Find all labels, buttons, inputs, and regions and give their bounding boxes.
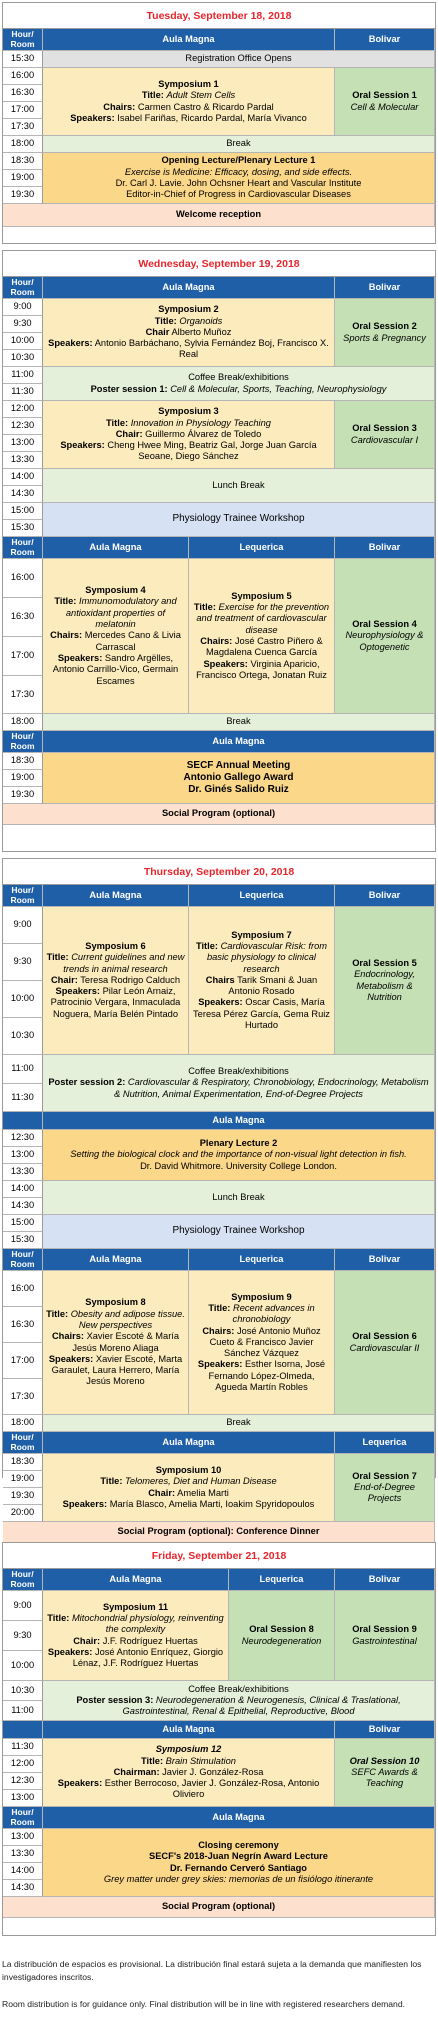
hour-room-header: Hour/ Room xyxy=(3,29,43,51)
session-title: Oral Session 8 xyxy=(249,1624,314,1635)
session-title: Oral Session 3 xyxy=(352,423,417,434)
speaker: Dr. Carl J. Lavie. John Ochsner Heart and Vascular Institute xyxy=(115,178,362,188)
poster-session-label: Poster session 2 xyxy=(48,1077,123,1088)
label: Speakers: xyxy=(48,338,93,349)
time-slot: 9:30 xyxy=(3,1621,43,1651)
time-slot: 17:00 xyxy=(3,102,43,119)
session-topic: Adult Stem Cells xyxy=(166,90,236,101)
time-slot: 18:30 xyxy=(3,1454,43,1471)
symposium-11 xyxy=(43,1591,229,1681)
time-slot: 9:00 xyxy=(3,1591,43,1621)
session-title: Oral Session 6 xyxy=(352,1331,417,1342)
time-slot: 15:00 xyxy=(3,503,43,520)
room-bolivar: Bolivar xyxy=(335,537,435,559)
social-program: Social Program (optional): Conference Dinner xyxy=(3,1522,435,1543)
session-topic: Exercise for the prevention and treatment of cardiovascular disease xyxy=(196,602,330,635)
room-lequerica: Lequerica xyxy=(229,1569,335,1591)
time-slot: 17:00 xyxy=(3,1343,43,1379)
label: Chair: xyxy=(50,974,78,985)
day-wednesday xyxy=(2,250,436,852)
oral-session-7 xyxy=(335,1454,435,1522)
symposium-9 xyxy=(189,1271,335,1415)
room-aula-magna: Aula Magna xyxy=(43,731,435,753)
room-bolivar: Bolivar xyxy=(335,1569,435,1591)
time-slot: 12:30 xyxy=(3,418,43,435)
label: Chairs: xyxy=(202,1325,235,1336)
session-title: Symposium 7 xyxy=(231,929,292,940)
speakers: Esther Isorna, José Fernando López-Olmeda, Agueda Martín Robles xyxy=(208,1359,326,1393)
symposium-5 xyxy=(189,559,335,714)
label: Chair xyxy=(145,326,170,337)
time-slot: 16:00 xyxy=(3,559,43,598)
oral-session-6 xyxy=(335,1271,435,1415)
oral-session-3 xyxy=(335,401,435,469)
time-slot: 14:00 xyxy=(3,1181,43,1198)
label: Title: xyxy=(46,952,69,963)
session-topic: SEFC Awards & Teaching xyxy=(351,1766,418,1789)
session-title: Symposium 8 xyxy=(85,1297,146,1308)
poster-topics: Cardiovascular & Respiratory, Chronobiology, Endocrinology, Metabolism & Nutrition, Animal Experimentation, End-of-Degree Projects xyxy=(114,1077,429,1099)
coffee-break-label: Coffee Break/exhibitions xyxy=(188,1066,289,1076)
chairs: Xavier Escoté & María Jesús Moreno Aliaga xyxy=(72,1331,180,1353)
day-title: Wednesday, September 19, 2018 xyxy=(3,251,435,277)
hour-room-header: Hour/ Room xyxy=(3,537,43,559)
label: Chair: xyxy=(73,1635,101,1646)
label: Title: xyxy=(154,315,177,326)
closing-ceremony xyxy=(43,1829,435,1897)
registration-block: Registration Office Opens xyxy=(43,51,435,68)
break-block: Break xyxy=(43,1415,435,1432)
time-slot: 17:30 xyxy=(3,119,43,136)
label: Speakers: xyxy=(48,1353,94,1364)
symposium-8 xyxy=(43,1271,189,1415)
time-slot: 9:30 xyxy=(3,944,43,981)
label: Title: xyxy=(141,1755,164,1766)
hour-room-header: Hour/ Room xyxy=(3,731,43,753)
coffee-break-posters: Coffee Break/exhibitions Poster session 1: Cell & Molecular, Sports, Teaching, Neurophysiology xyxy=(43,367,435,401)
poster-session-label: Poster session 3 xyxy=(76,1694,151,1705)
label: Title: xyxy=(106,417,129,428)
room-bolivar: Bolivar xyxy=(335,277,435,299)
time-slot: 16:30 xyxy=(3,85,43,102)
session-topic: Sports & Pregnancy xyxy=(343,332,426,343)
hour-room-header: Hour/ Room xyxy=(3,1569,43,1591)
session-title: Symposium 6 xyxy=(85,940,146,951)
room-aula-magna: Aula Magna xyxy=(43,1569,229,1591)
time-slot: 18:00 xyxy=(3,714,43,731)
session-title: Oral Session 9 xyxy=(352,1624,417,1635)
hour-room-header: Hour/ Room xyxy=(3,1807,43,1829)
session-title: Plenary Lecture 2 xyxy=(199,1138,278,1148)
hour-room-header: Hour/ Room xyxy=(3,1249,43,1271)
symposium-7 xyxy=(189,907,335,1055)
room-header-spacer xyxy=(3,1112,43,1130)
time-slot: 15:00 xyxy=(3,1215,43,1232)
welcome-reception: Welcome reception xyxy=(3,204,435,227)
room-aula-magna: Aula Magna xyxy=(43,1721,335,1739)
time-slot: 12:00 xyxy=(3,401,43,418)
room-lequerica: Lequerica xyxy=(335,1432,435,1454)
time-slot: 18:00 xyxy=(3,136,43,153)
coffee-break-posters: Coffee Break/exhibitions Poster session 3: Neurodegeneration & Neurogenesis, Clinical & Traslational, Gastrointestinal, Renal & Epithelial, Reproductive, Blood xyxy=(43,1681,435,1721)
session-title: Symposium 2 xyxy=(158,304,219,315)
session-title: Symposium 11 xyxy=(102,1601,169,1612)
day-title: Thursday, September 20, 2018 xyxy=(3,859,435,885)
day-title: Tuesday, September 18, 2018 xyxy=(3,3,435,29)
chairs: J.F. Rodríguez Huertas xyxy=(102,1635,198,1646)
session-topic: Organoids xyxy=(179,315,223,326)
speakers: Xavier Escoté, Marta Garaulet, Laura Herrero, María Jesús Moreno xyxy=(51,1353,183,1387)
time-slot: 16:30 xyxy=(3,1307,43,1343)
speakers: Antonio Barbáchano, Sylvia Fernández Boj, Francisco X. Real xyxy=(94,338,329,360)
time-slot: 13:00 xyxy=(3,1790,43,1807)
coffee-break-label: Coffee Break/exhibitions xyxy=(188,1683,289,1694)
label: Title: xyxy=(46,1308,69,1319)
session-title: Oral Session 10 xyxy=(349,1755,420,1766)
coffee-break-label: Coffee Break/exhibitions xyxy=(188,372,289,383)
speakers: María Blasco, Amelia Marti, Ioakim Spyridopoulos xyxy=(109,1498,315,1509)
time-slot: 13:00 xyxy=(3,435,43,452)
label: Chairs: xyxy=(200,636,233,646)
session-title: Symposium 9 xyxy=(231,1291,292,1302)
day-tuesday xyxy=(2,2,436,244)
label: Title: xyxy=(208,1302,231,1313)
label: Chairs xyxy=(205,974,235,985)
time-slot: 10:30 xyxy=(3,1681,43,1701)
speaker-affiliation: Editor-in-Chief of Progress in Cardiovascular Diseases xyxy=(126,189,351,200)
time-slot: 14:30 xyxy=(3,1198,43,1215)
label: Chairs: xyxy=(50,630,83,641)
chairs: Carmen Castro & Ricardo Pardal xyxy=(137,101,274,112)
label: Speakers: xyxy=(198,997,243,1008)
time-slot: 10:30 xyxy=(3,350,43,367)
room-header-spacer xyxy=(3,1721,43,1739)
time-slot: 10:00 xyxy=(3,333,43,350)
label: Chairs: xyxy=(103,101,136,112)
oral-session-4 xyxy=(335,559,435,714)
session-title: SECF Annual Meeting xyxy=(186,759,291,771)
poster-topics: Neurodegeneration & Neurogenesis, Clinical & Traslational, Gastrointestinal, Renal & Epithelial, Reproductive, Blood xyxy=(122,1694,401,1717)
day-thursday xyxy=(2,858,436,1537)
social-program: Social Program (optional) xyxy=(3,1897,435,1918)
time-slot: 12:30 xyxy=(3,1773,43,1790)
room-lequerica: Lequerica xyxy=(189,885,335,907)
time-slot: 16:00 xyxy=(3,1271,43,1307)
session-topic: Mitochondrial physiology, reinventing the complexity xyxy=(71,1612,224,1635)
label: Chair: xyxy=(148,1487,176,1498)
label: Speakers: xyxy=(62,1498,108,1509)
chairs: José Castro Piñero & Magdalena Cuenca García xyxy=(205,636,323,658)
time-slot: 10:00 xyxy=(3,1651,43,1681)
time-slot: 11:30 xyxy=(3,1084,43,1112)
room-aula-magna: Aula Magna xyxy=(43,1112,435,1130)
oral-session-8 xyxy=(229,1591,335,1681)
room-aula-magna: Aula Magna xyxy=(43,1432,335,1454)
oral-session-1 xyxy=(335,68,435,136)
room-bolivar: Bolivar xyxy=(335,1249,435,1271)
hour-room-header: Hour/ Room xyxy=(3,885,43,907)
label: Speakers: xyxy=(197,1359,243,1370)
room-aula-magna: Aula Magna xyxy=(43,277,335,299)
label: Title: xyxy=(54,596,77,607)
time-slot: 9:00 xyxy=(3,299,43,316)
oral-session-5 xyxy=(335,907,435,1055)
symposium-2 xyxy=(43,299,335,367)
time-slot: 10:30 xyxy=(3,1018,43,1055)
session-topic: Cardiovascular I xyxy=(350,434,419,445)
lecture-topic: Setting the biological clock and the importance of non-visual light detection in fish. xyxy=(70,1149,407,1160)
session-title: Oral Session 5 xyxy=(352,957,417,968)
speakers: Pilar León Arnaiz, Patrocinio Vergara, Inmaculada Noguera, María Belén Pintado xyxy=(50,986,181,1019)
session-topic: Immunomodulatory and antioxidant properties of melatonin xyxy=(65,596,177,629)
day-title: Friday, September 21, 2018 xyxy=(3,1543,435,1569)
day-friday xyxy=(2,1542,436,1936)
time-slot: 14:30 xyxy=(3,1880,43,1897)
session-topic: Endocrinology, Metabolism & Nutrition xyxy=(354,969,415,1002)
time-slot: 15:30 xyxy=(3,1232,43,1249)
time-slot: 11:30 xyxy=(3,384,43,401)
session-topic: End-of-Degree Projects xyxy=(354,1481,415,1504)
label: Speakers: xyxy=(57,1778,103,1789)
award-recipient: Dr. Ginés Salido Ruiz xyxy=(188,784,289,796)
time-slot: 17:00 xyxy=(3,637,43,676)
time-slot: 11:00 xyxy=(3,367,43,384)
symposium-6 xyxy=(43,907,189,1055)
label: Title: xyxy=(100,1476,123,1487)
time-slot: 13:00 xyxy=(3,1829,43,1846)
time-slot: 14:00 xyxy=(3,1863,43,1880)
room-bolivar: Bolivar xyxy=(335,29,435,51)
speakers: Sandro Argëlles, Antonio Carrillo-Vico, Germain Escames xyxy=(52,652,179,686)
plenary-lecture-2 xyxy=(43,1130,435,1181)
room-bolivar: Bolivar xyxy=(335,1721,435,1739)
session-title: Oral Session 2 xyxy=(352,321,417,332)
session-topic: Brain Stimulation xyxy=(165,1755,236,1766)
label: Title: xyxy=(141,90,164,101)
time-slot: 19:00 xyxy=(3,170,43,187)
label: Chairs: xyxy=(51,1331,84,1342)
session-title: Closing ceremony xyxy=(198,1839,279,1850)
chairs: Mercedes Cano & Livia Carrascal xyxy=(84,630,181,652)
time-slot: 11:00 xyxy=(3,1701,43,1721)
time-slot: 19:00 xyxy=(3,770,43,787)
award-name: Antonio Gallego Award xyxy=(183,771,294,783)
session-topic: Telomeres, Diet and Human Disease xyxy=(125,1476,277,1487)
time-slot: 13:30 xyxy=(3,1164,43,1181)
session-topic: Gastrointestinal xyxy=(352,1635,417,1646)
session-title: Symposium 12 xyxy=(155,1744,222,1755)
lecture-topic: Exercise is Medicine: Efficacy, dosing, and side effects. xyxy=(124,166,353,177)
symposium-12 xyxy=(43,1739,335,1807)
time-slot: 14:30 xyxy=(3,486,43,503)
symposium-4 xyxy=(43,559,189,714)
lunch-break: Lunch Break xyxy=(43,1181,435,1215)
room-aula-magna: Aula Magna xyxy=(43,29,335,51)
room-aula-magna: Aula Magna xyxy=(43,1249,189,1271)
lecture-topic: Grey matter under grey skies: memorias de un fisiólogo itinerante xyxy=(103,1873,374,1884)
trainee-workshop: Physiology Trainee Workshop xyxy=(43,503,435,537)
chairs: Amelia Marti xyxy=(177,1487,229,1498)
chairs: Teresa Rodrigo Calduch xyxy=(80,974,181,985)
session-topic: Innovation in Physiology Teaching xyxy=(130,417,271,428)
room-aula-magna: Aula Magna xyxy=(43,537,189,559)
session-title: Symposium 10 xyxy=(155,1464,222,1475)
time-slot: 11:00 xyxy=(3,1055,43,1084)
time-slot: 17:30 xyxy=(3,676,43,714)
poster-topics: Cell & Molecular, Sports, Teaching, Neurophysiology xyxy=(170,383,387,394)
session-topic: Neurophysiology & Optogenetic xyxy=(345,630,424,652)
label: Speakers: xyxy=(70,112,115,123)
label: Speakers: xyxy=(203,658,248,669)
time-slot: 18:30 xyxy=(3,753,43,770)
session-title: Oral Session 7 xyxy=(352,1470,417,1481)
time-slot: 16:00 xyxy=(3,68,43,85)
session-title: Symposium 4 xyxy=(85,585,146,596)
time-slot: 12:30 xyxy=(3,1130,43,1147)
room-aula-magna: Aula Magna xyxy=(43,885,189,907)
chairs: Alberto Muñoz xyxy=(171,326,232,337)
session-topic: Cardiovascular II xyxy=(349,1342,420,1353)
label: Title: xyxy=(193,602,216,613)
chairs: Tarik Smani & Juan Antonio Rosado xyxy=(228,974,318,997)
social-program: Social Program (optional) xyxy=(3,804,435,825)
time-slot: 17:30 xyxy=(3,1379,43,1415)
label: Speakers: xyxy=(55,986,100,997)
symposium-10 xyxy=(43,1454,335,1522)
time-slot: 19:30 xyxy=(3,187,43,204)
speakers: Virginia Aparicio, Francisco Ortega, Jonatan Ruiz xyxy=(196,658,327,680)
room-aula-magna: Aula Magna xyxy=(43,1807,435,1829)
speakers: José Antonio Enríquez, Giorgio Lénaz, J.F. Rodríguez Huertas xyxy=(72,1646,224,1669)
time-slot: 12:00 xyxy=(3,1756,43,1773)
time-slot: 19:30 xyxy=(3,1488,43,1505)
footer-note-es: La distribución de espacios es provisional. La distribución final estará sujeta a la demanda que manifiesten los investigadores inscritos. xyxy=(2,1959,422,1983)
room-lequerica: Lequerica xyxy=(189,1249,335,1271)
session-title: Opening Lecture/Plenary Lecture 1 xyxy=(161,155,316,166)
label: Title: xyxy=(195,940,218,951)
break-block: Break xyxy=(43,136,435,153)
session-topic: Recent advances in chronobiology xyxy=(232,1302,315,1325)
break-block: Break xyxy=(43,714,435,731)
time-slot: 15:30 xyxy=(3,51,43,68)
opening-lecture xyxy=(43,153,435,204)
speakers: Isabel Fariñas, Ricardo Pardal, María Vivanco xyxy=(117,112,307,123)
hour-room-header: Hour/ Room xyxy=(3,1432,43,1454)
speaker: Dr. Fernando Cerveró Santiago xyxy=(170,1862,307,1873)
chairs: Guillermo Álvarez de Toledo xyxy=(145,428,262,439)
time-slot: 19:30 xyxy=(3,787,43,804)
session-title: Oral Session 4 xyxy=(352,619,417,629)
time-slot: 13:30 xyxy=(3,452,43,469)
label: Title: xyxy=(47,1612,70,1623)
oral-session-2 xyxy=(335,299,435,367)
secf-annual-meeting xyxy=(43,753,435,804)
time-slot: 11:30 xyxy=(3,1739,43,1756)
session-topic: Obesity and adipose tissue. New perspectives xyxy=(70,1308,185,1330)
speakers: Esther Berrocoso, Javier J. González-Rosa, Antonio Oliviero xyxy=(104,1778,320,1800)
time-slot: 16:30 xyxy=(3,598,43,637)
session-topic: Current guidelines and new trends in animal research xyxy=(63,952,185,974)
label: Speakers: xyxy=(60,440,105,451)
room-bolivar: Bolivar xyxy=(335,885,435,907)
hour-room-header: Hour/ Room xyxy=(3,277,43,299)
time-slot: 13:00 xyxy=(3,1147,43,1164)
oral-session-9 xyxy=(335,1591,435,1681)
chairs: Javier J. González-Rosa xyxy=(162,1766,264,1777)
time-slot: 9:00 xyxy=(3,907,43,944)
award-lecture: SECF's 2018-Juan Negrín Award Lecture xyxy=(149,1851,328,1862)
session-topic: Neurodegeneration xyxy=(241,1635,322,1646)
session-topic: Cardiovascular Risk: from basic physiology to clinical research xyxy=(206,940,328,974)
trainee-workshop: Physiology Trainee Workshop xyxy=(43,1215,435,1249)
symposium-1 xyxy=(43,68,335,136)
session-title: Symposium 5 xyxy=(231,590,292,601)
time-slot: 20:00 xyxy=(3,1505,43,1522)
speakers: Cheng Hwee Ming, Beatriz Gal, Jorge Juan García Seoane, Diego Sánchez xyxy=(107,440,317,462)
chairs: José Antonio Muñoz Cueto & Francisco Javier Sánchez Vázquez xyxy=(209,1325,321,1359)
session-title: Oral Session 1 xyxy=(352,90,417,101)
session-title: Symposium 1 xyxy=(158,78,219,89)
speaker: Dr. David Whitmore. University College London. xyxy=(140,1160,337,1171)
time-slot: 14:00 xyxy=(3,469,43,486)
label: Chairman: xyxy=(113,1766,160,1777)
time-slot: 18:30 xyxy=(3,153,43,170)
time-slot: 19:00 xyxy=(3,1471,43,1488)
coffee-break-posters: Coffee Break/exhibitions Poster session 2: Cardiovascular & Respiratory, Chronobiology, Endocrinology, Metabolism & Nutrition, Animal Experimentation, End-of-Degree Projects xyxy=(43,1055,435,1112)
room-lequerica: Lequerica xyxy=(189,537,335,559)
label: Speakers: xyxy=(47,1646,93,1657)
time-slot: 9:30 xyxy=(3,316,43,333)
poster-session-label: Poster session 1 xyxy=(90,383,165,394)
lunch-break: Lunch Break xyxy=(43,469,435,503)
time-slot: 10:00 xyxy=(3,981,43,1018)
session-topic: Cell & Molecular xyxy=(350,101,419,112)
time-slot: 15:30 xyxy=(3,520,43,537)
oral-session-10 xyxy=(335,1739,435,1807)
label: Speakers: xyxy=(57,652,103,663)
symposium-3 xyxy=(43,401,335,469)
time-slot: 13:30 xyxy=(3,1846,43,1863)
time-slot: 18:00 xyxy=(3,1415,43,1432)
speakers: Oscar Casis, María Teresa Pérez García, Gema Ruiz Hurtado xyxy=(193,997,330,1031)
session-title: Symposium 3 xyxy=(158,406,219,417)
label: Chair: xyxy=(115,428,143,439)
footer-note-en: Room distribution is for guidance only. Final distribution will be in line with registered researchers demand. xyxy=(2,1999,405,2009)
